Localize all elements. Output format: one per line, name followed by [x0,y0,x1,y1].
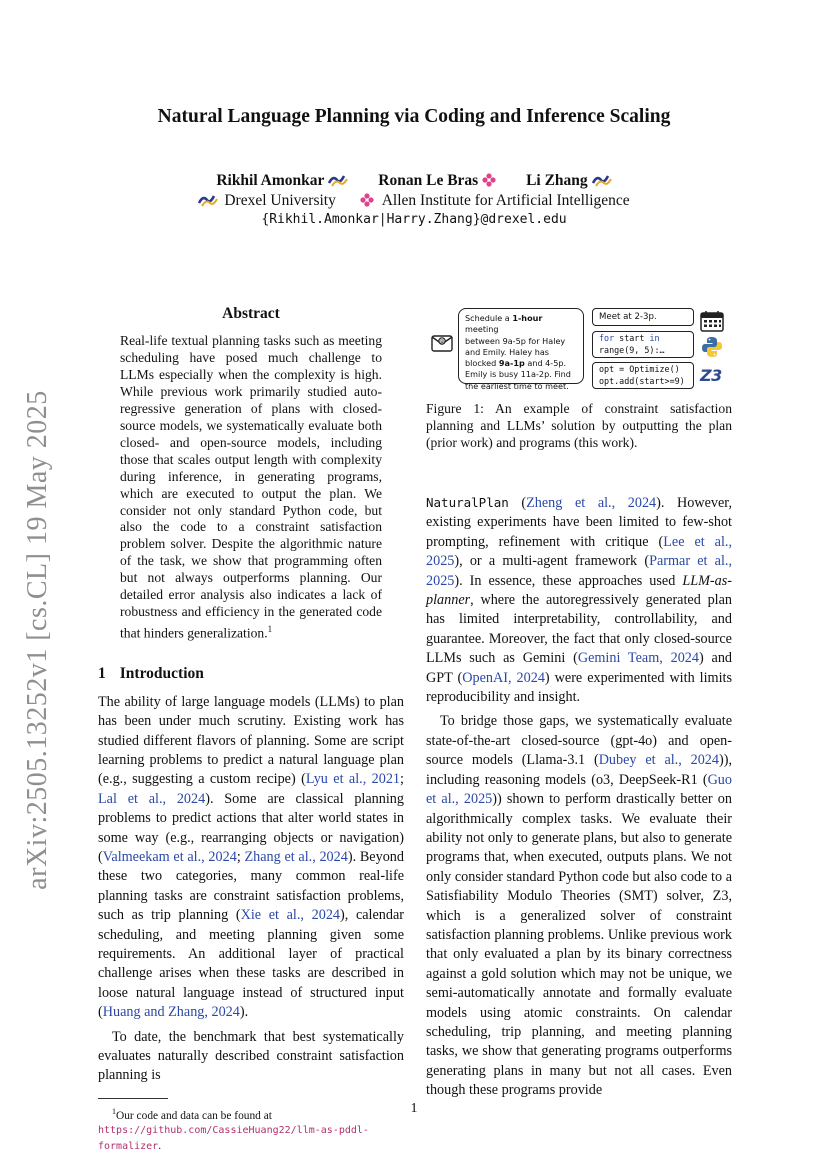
citation-link[interactable]: Zheng et al., 2024 [526,495,657,511]
calendar-icon [700,310,724,332]
abstract-text: Real-life textual planning tasks such as meeting scheduling have posed much challenge to LLMs especially when the complexity is high. While previous work primarily studied auto-regressive generation of plans with closed-source models, we systematically evaluate both closed- and open-source models, including those that scales output length with complexity during inference, in generating programs, which are executed to output the plan. We consider not only standard Python code, but also the code to a constraint satisfaction problem solver. Despite the algorithmic nature of the task, we show that programming often but not always outperforms planning. Our detailed error analysis also indicates a lack of robustness and efficiency in the generated code that hinders generalization.$^1$ [120,333,382,641]
footnote-marker[interactable]: 1 [267,624,273,635]
citation-link[interactable]: OpenAI, 2024 [462,669,545,686]
citation-link[interactable]: Zhang et al., 2024 [244,848,348,865]
section-heading-introduction: 1 Introduction [98,664,204,682]
intro-paragraph-1: The ability of large language models (LLMs) to plan has been under much scrutiny. Existing work has studied different flavors of planning. Some are script learning problems to predict a natural language plan (e.g., suggesting a custom recipe) (Lyu et al., 2021; Lal et al., 2024). Some are classical planning problems to predict actions that alter world states in some way (e.g., rearranging objects or navigation) (Valmeekam et al., 2024; Zhang et al., 2024). Beyond these two categories, many common real-life planning tasks are constraint satisfaction problems, such as trip planning (Xie et al., 2024), calendar scheduling, and meeting planning given some requirements. An additional layer of practical challenge arises when these tasks are described in loose natural language instead of structured input (Huang and Zhang, 2024). [98,693,404,1021]
python-code-box: for start in range(9, 5):… [592,331,694,358]
author-emails: {Rikhil.Amonkar|Harry.Zhang}@drexel.edu [261,212,567,227]
citation-link[interactable]: Lee et al., 2025 [426,533,732,570]
figure-1 [426,306,732,391]
intro-paragraph-2-start: To date, the benchmark that best systematically evaluates naturally described constraint satisfaction planning is [98,1028,404,1084]
drexel-icon [328,173,348,187]
citation-link[interactable]: Xie et al., 2024 [240,907,341,924]
abstract-heading: Abstract [222,305,280,322]
figure-caption: Figure 1: An example of constraint satisfaction planning and LLMs’ solution by outputting the plan (prior work) and programs (this work). [426,401,732,450]
citation-link[interactable]: Parmar et al., 2025 [426,553,732,589]
citation-link[interactable]: Huang and Zhang, 2024 [102,1004,240,1021]
citation-link[interactable]: Lyu et al., 2021 [305,771,401,788]
citation-link[interactable]: Dubey et al., 2024 [598,752,719,769]
right-column [426,300,732,1101]
affiliation-1: Drexel University [198,192,335,209]
affiliation-2: Allen Institute for Artificial Intelligence [360,192,630,209]
drexel-icon [198,193,218,207]
paper-title: Natural Language Planning via Coding and Inference Scaling [157,106,671,127]
author-1: Rikhil Amonkar [216,172,348,189]
citation-link[interactable]: Lal et al., 2024 [98,790,206,807]
page-number: 1 [410,1101,418,1116]
plan-output-box: Meet at 2-3p. [592,308,694,326]
citation-link[interactable]: Valmeekam et al., 2024 [102,848,237,865]
python-icon [700,335,724,359]
author-2: Ronan Le Bras [378,172,496,189]
left-column [98,300,404,1154]
author-list [0,172,828,190]
github-link[interactable]: https://github.com/CassieHuang22/llm-as-pddl-formalizer [98,1125,369,1152]
citation-link[interactable]: Guo et al., 2025 [426,771,732,808]
mail-icon [430,330,454,354]
footnote: $^1$Our code and data can be found at https://github.com/CassieHuang22/llm-as-pddl-formalizer. [98,1106,369,1152]
footnote-divider [98,1098,168,1099]
intro-paragraph-2-cont: NaturalPlan (Zheng et al., 2024). However, existing experiments have been limited to few-shot prompting, refinement with critique (Lee et al., 2025), or a multi-agent framework (Parmar et al., 2025). In essence, these approaches used LLM-as-planner, where the autoregressively generated plan has limited interpretability, controllability, and guarantee. Moreover, the fact that only closed-source LLMs such as Gemini (Gemini Team, 2024) and GPT (OpenAI, 2024) were experimented with limits reproducibility and insight. [426,495,733,706]
request-bubble: Schedule a 1-hour meeting between 9a-5p for Haley and Emily. Haley has blocked 9a-1p and 4-5p. Emily is busy 11a-2p. Find the earliest time to meet. [458,308,584,384]
z3-code-box: opt = Optimize() opt.add(start>=9) [592,362,694,389]
ai2-icon [360,193,374,207]
intro-paragraph-3: To bridge those gaps, we systematically evaluate state-of-the-art closed-source (gpt-4o) and open-source models (Llama-3.1 (Dubey et al., 2024)), including reasoning models (o3, DeepSeek-R1 (Guo et al., 2025)) shown to perform drastically better on algorithmically complex tasks. We evaluate their ability not only to generate plans, but also to generate programs that, when executed, outputs plans. We not only consider standard Python code but also code to a Satisfiability Modulo Theories (SMT) solver, Z3, which is a generalized solver of constraint satisfaction planning problems. Unlike previous work that only evaluated a plan by its binary correctness against a gold solution which may not be unique, we semi-automatically annotate and formally evaluate models using atomic constraints. On calendar scheduling, trip planning, and meeting planning tasks, we show that generating programs outperforms generating plans in many but not all cases. Even though these programs provide [426,713,732,1099]
svg-text:@: @ [439,339,445,345]
z3-icon: Z3 [700,366,722,385]
citation-link[interactable]: Gemini Team, 2024 [577,650,699,667]
affiliations [0,192,828,210]
ai2-icon [482,173,496,187]
arxiv-identifier: arXiv:2505.13252v1 [cs.CL] 19 May 2025 [22,390,53,890]
drexel-icon [592,173,612,187]
author-3: Li Zhang [526,172,612,189]
